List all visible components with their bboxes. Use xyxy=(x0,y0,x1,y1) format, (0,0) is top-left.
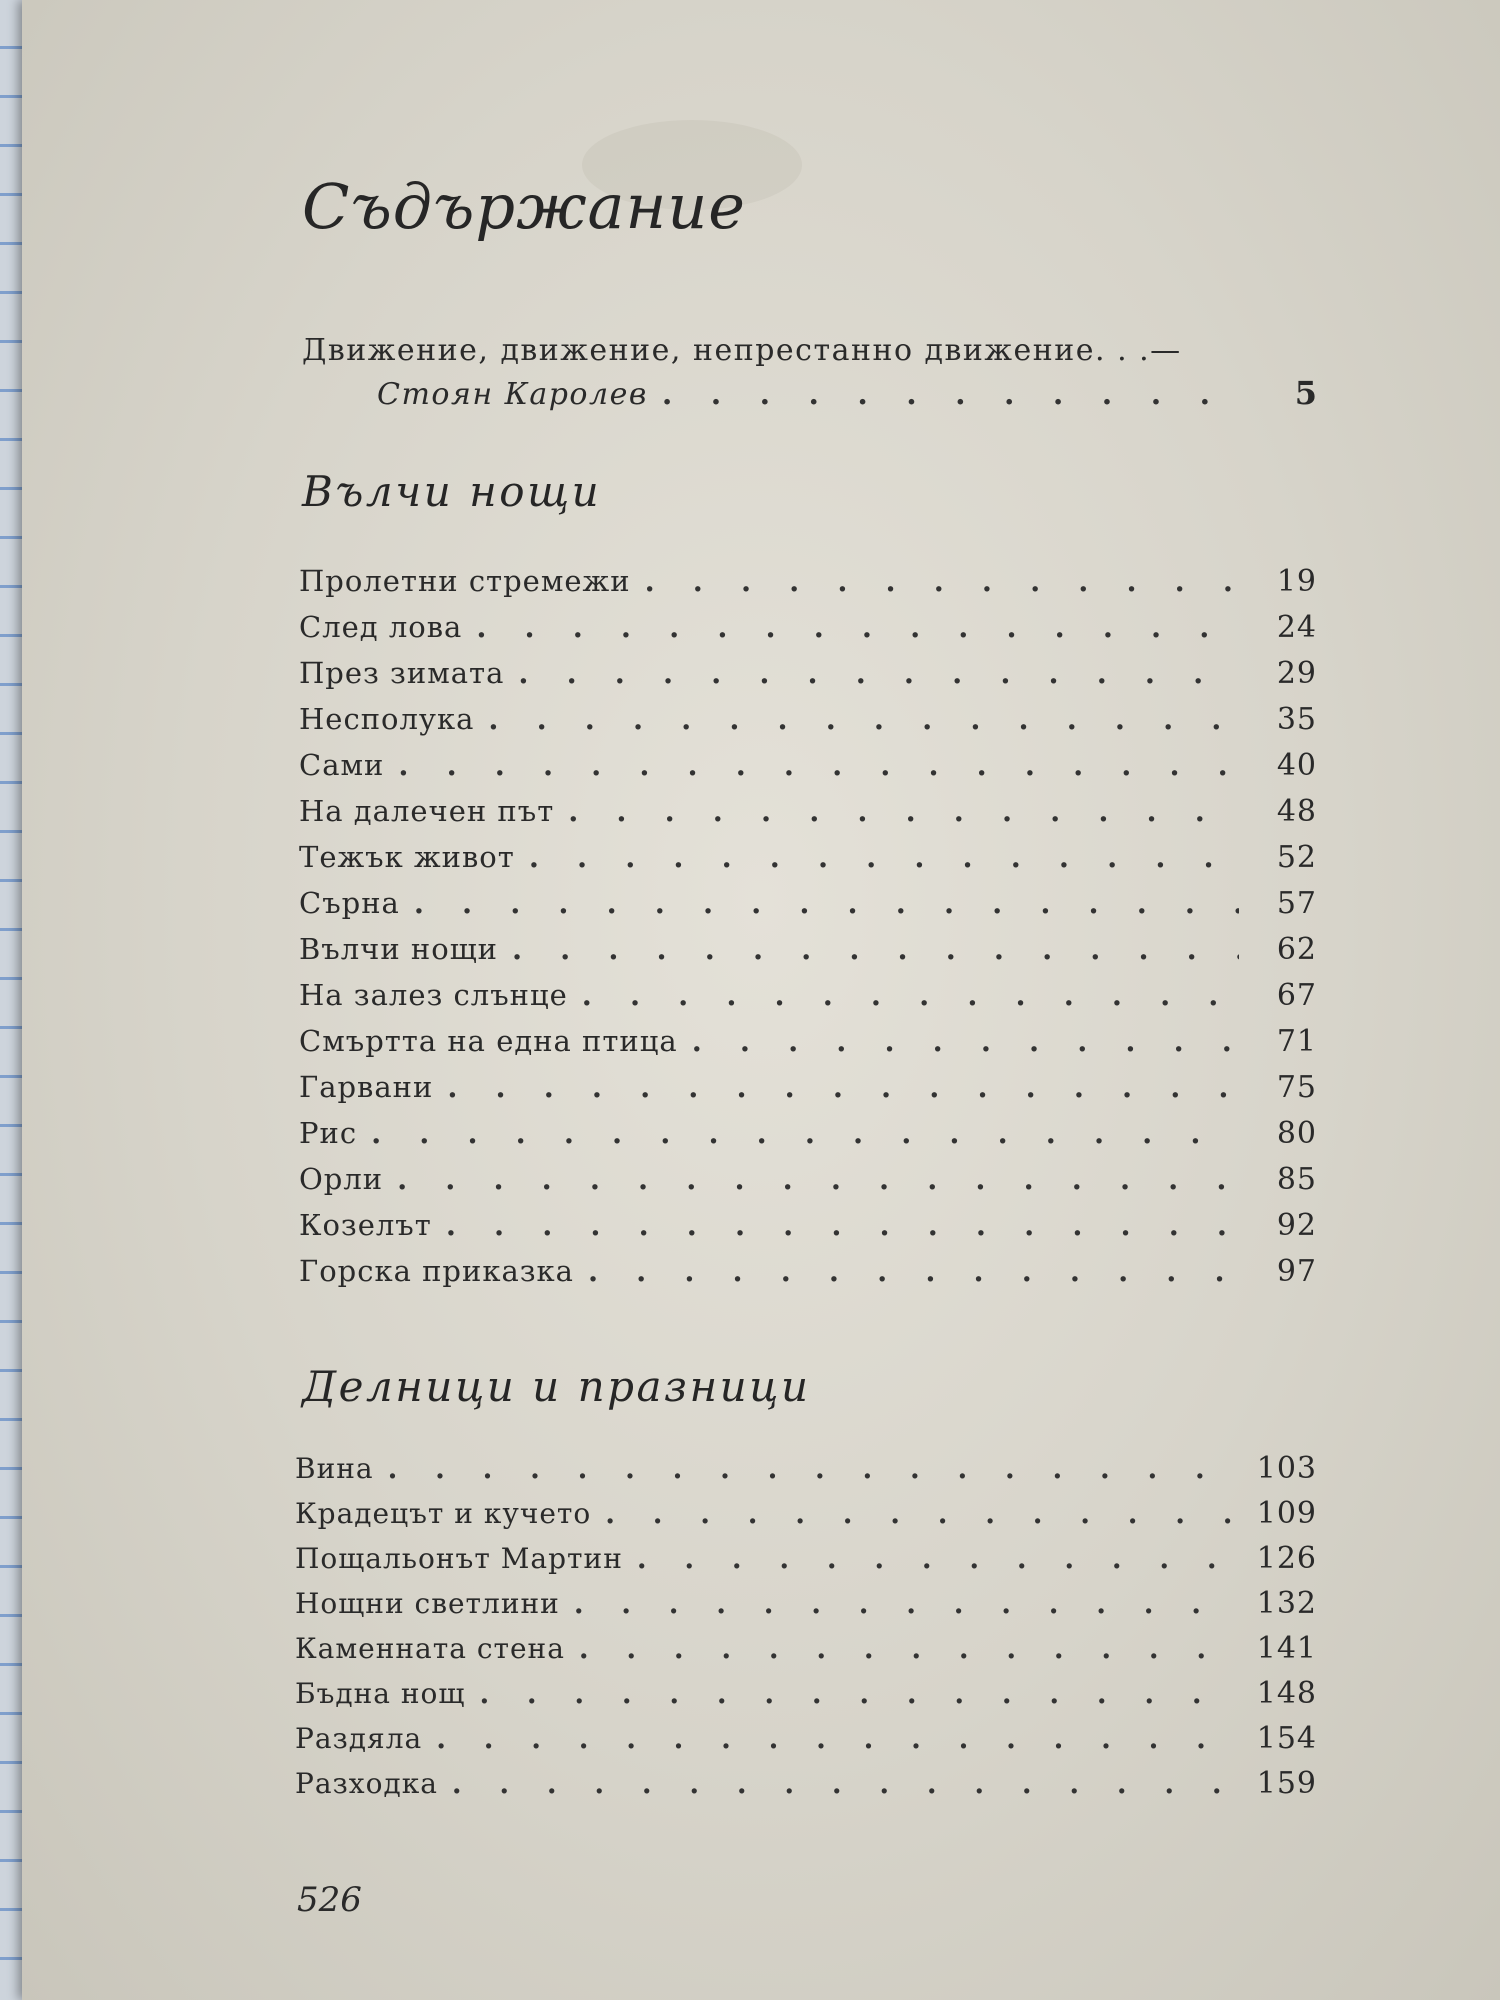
toc-entry xyxy=(299,564,1317,610)
entry-title: Вълчи нощи xyxy=(299,932,498,966)
entry-title: Разходка xyxy=(295,1767,438,1800)
entry-page-number: 67 xyxy=(1276,978,1317,1013)
toc-entry xyxy=(299,1254,1317,1300)
entry-page-number: 40 xyxy=(1276,748,1317,783)
toc-entry xyxy=(299,702,1317,748)
dot-leader xyxy=(529,840,1239,874)
toc-entry xyxy=(299,1116,1317,1162)
entry-page-number: 52 xyxy=(1276,840,1317,875)
intro-author: Стоян Каролев xyxy=(377,377,648,412)
section-delnitsi-i-praznitsi xyxy=(277,1362,1317,1811)
entry-title: Горска приказка xyxy=(299,1254,574,1288)
dot-leader xyxy=(512,932,1239,966)
toc-entry xyxy=(299,748,1317,794)
entry-page-number: 103 xyxy=(1256,1451,1317,1486)
dot-leader xyxy=(588,1254,1239,1288)
intro-page-number: 5 xyxy=(1294,374,1317,412)
toc-entry xyxy=(299,656,1317,702)
toc-entry xyxy=(299,886,1317,932)
toc-entry xyxy=(299,1162,1317,1208)
dot-leader xyxy=(414,886,1239,920)
dot-leader xyxy=(452,1767,1239,1800)
entry-page-number: 154 xyxy=(1256,1721,1317,1756)
entry-page-number: 92 xyxy=(1276,1208,1317,1243)
entry-page-number: 148 xyxy=(1256,1676,1317,1711)
intro-entry xyxy=(277,333,1317,412)
entry-page-number: 29 xyxy=(1276,656,1317,691)
entry-page-number: 35 xyxy=(1276,702,1317,737)
entry-title: Раздяла xyxy=(295,1722,423,1755)
entry-title: Нощни светлини xyxy=(295,1587,560,1620)
toc-entry xyxy=(295,1721,1317,1766)
entry-title: След лова xyxy=(299,610,463,644)
entry-page-number: 132 xyxy=(1256,1586,1317,1621)
entry-title: Гарвани xyxy=(299,1070,434,1104)
entry-page-number: 159 xyxy=(1256,1766,1317,1801)
dot-leader xyxy=(605,1497,1239,1530)
toc-entry xyxy=(299,794,1317,840)
dot-leader xyxy=(388,1452,1239,1485)
dot-leader xyxy=(662,377,1239,412)
entry-title: Сами xyxy=(299,748,385,782)
toc-entry xyxy=(299,840,1317,886)
entry-page-number: 109 xyxy=(1256,1496,1317,1531)
toc-entry xyxy=(299,1024,1317,1070)
dot-leader xyxy=(574,1587,1239,1620)
entry-title: Пролетни стремежи xyxy=(299,564,631,598)
entry-page-number: 126 xyxy=(1256,1541,1317,1576)
entry-page-number: 62 xyxy=(1276,932,1317,967)
toc-entry xyxy=(299,978,1317,1024)
dot-leader xyxy=(371,1116,1239,1150)
entry-title: На залез слънце xyxy=(299,978,568,1012)
toc-entry xyxy=(295,1496,1317,1541)
page-title: Съдържание xyxy=(302,170,746,243)
toc-entry xyxy=(299,1070,1317,1116)
book-page xyxy=(22,0,1500,2000)
toc-entry xyxy=(295,1451,1317,1496)
entry-page-number: 19 xyxy=(1276,564,1317,599)
intro-author-line xyxy=(377,374,1317,412)
dot-leader xyxy=(436,1722,1239,1755)
dot-leader xyxy=(692,1024,1239,1058)
dot-leader xyxy=(568,794,1239,828)
dot-leader xyxy=(582,978,1239,1012)
dot-leader xyxy=(645,564,1239,598)
table-of-contents xyxy=(277,170,1317,1811)
entry-title: Смъртта на една птица xyxy=(299,1024,678,1058)
intro-title: Движение, движение, непрестанно движение. . .— xyxy=(302,333,1182,368)
dot-leader xyxy=(397,1162,1239,1196)
entry-page-number: 57 xyxy=(1276,886,1317,921)
entry-page-number: 97 xyxy=(1276,1254,1317,1289)
entry-page-number: 48 xyxy=(1276,794,1317,829)
entry-page-number: 24 xyxy=(1276,610,1317,645)
dot-leader xyxy=(488,702,1239,736)
section-heading: Делници и празници xyxy=(302,1362,811,1411)
toc-entry xyxy=(295,1631,1317,1676)
toc-entry xyxy=(299,1208,1317,1254)
entry-title: Сърна xyxy=(299,886,400,920)
dot-leader xyxy=(579,1632,1239,1665)
entry-title: Несполука xyxy=(299,702,475,736)
dot-leader xyxy=(479,1677,1239,1710)
dot-leader xyxy=(447,1070,1239,1104)
entry-title: Крадецът и кучето xyxy=(295,1497,592,1530)
entry-title: През зимата xyxy=(299,656,505,690)
entry-title: Бъдна нощ xyxy=(295,1677,466,1710)
entry-title: Пощальонът Мартин xyxy=(295,1542,623,1575)
section-valchi-noshti xyxy=(277,467,1317,1300)
entry-page-number: 85 xyxy=(1276,1162,1317,1197)
entry-title: Рис xyxy=(299,1116,358,1150)
entry-page-number: 75 xyxy=(1276,1070,1317,1105)
toc-entry xyxy=(295,1541,1317,1586)
entry-title: Каменната стена xyxy=(295,1632,565,1665)
entry-title: Тежък живот xyxy=(299,840,515,874)
entry-page-number: 141 xyxy=(1256,1631,1317,1666)
dot-leader xyxy=(518,656,1239,690)
toc-entry xyxy=(295,1586,1317,1631)
entry-title: На далечен път xyxy=(299,794,555,828)
dot-leader xyxy=(476,610,1239,644)
dot-leader xyxy=(637,1542,1239,1575)
toc-list xyxy=(277,1451,1317,1811)
toc-list xyxy=(277,564,1317,1300)
toc-entry xyxy=(295,1766,1317,1811)
entry-page-number: 80 xyxy=(1276,1116,1317,1151)
toc-entry xyxy=(295,1676,1317,1721)
entry-title: Орли xyxy=(299,1162,384,1196)
entry-title: Вина xyxy=(295,1452,374,1485)
dot-leader xyxy=(398,748,1239,782)
page-number: 526 xyxy=(297,1880,362,1920)
section-heading: Вълчи нощи xyxy=(302,467,602,516)
entry-page-number: 71 xyxy=(1276,1024,1317,1059)
dot-leader xyxy=(446,1208,1239,1242)
toc-entry xyxy=(299,610,1317,656)
toc-entry xyxy=(299,932,1317,978)
entry-title: Козелът xyxy=(299,1208,432,1242)
